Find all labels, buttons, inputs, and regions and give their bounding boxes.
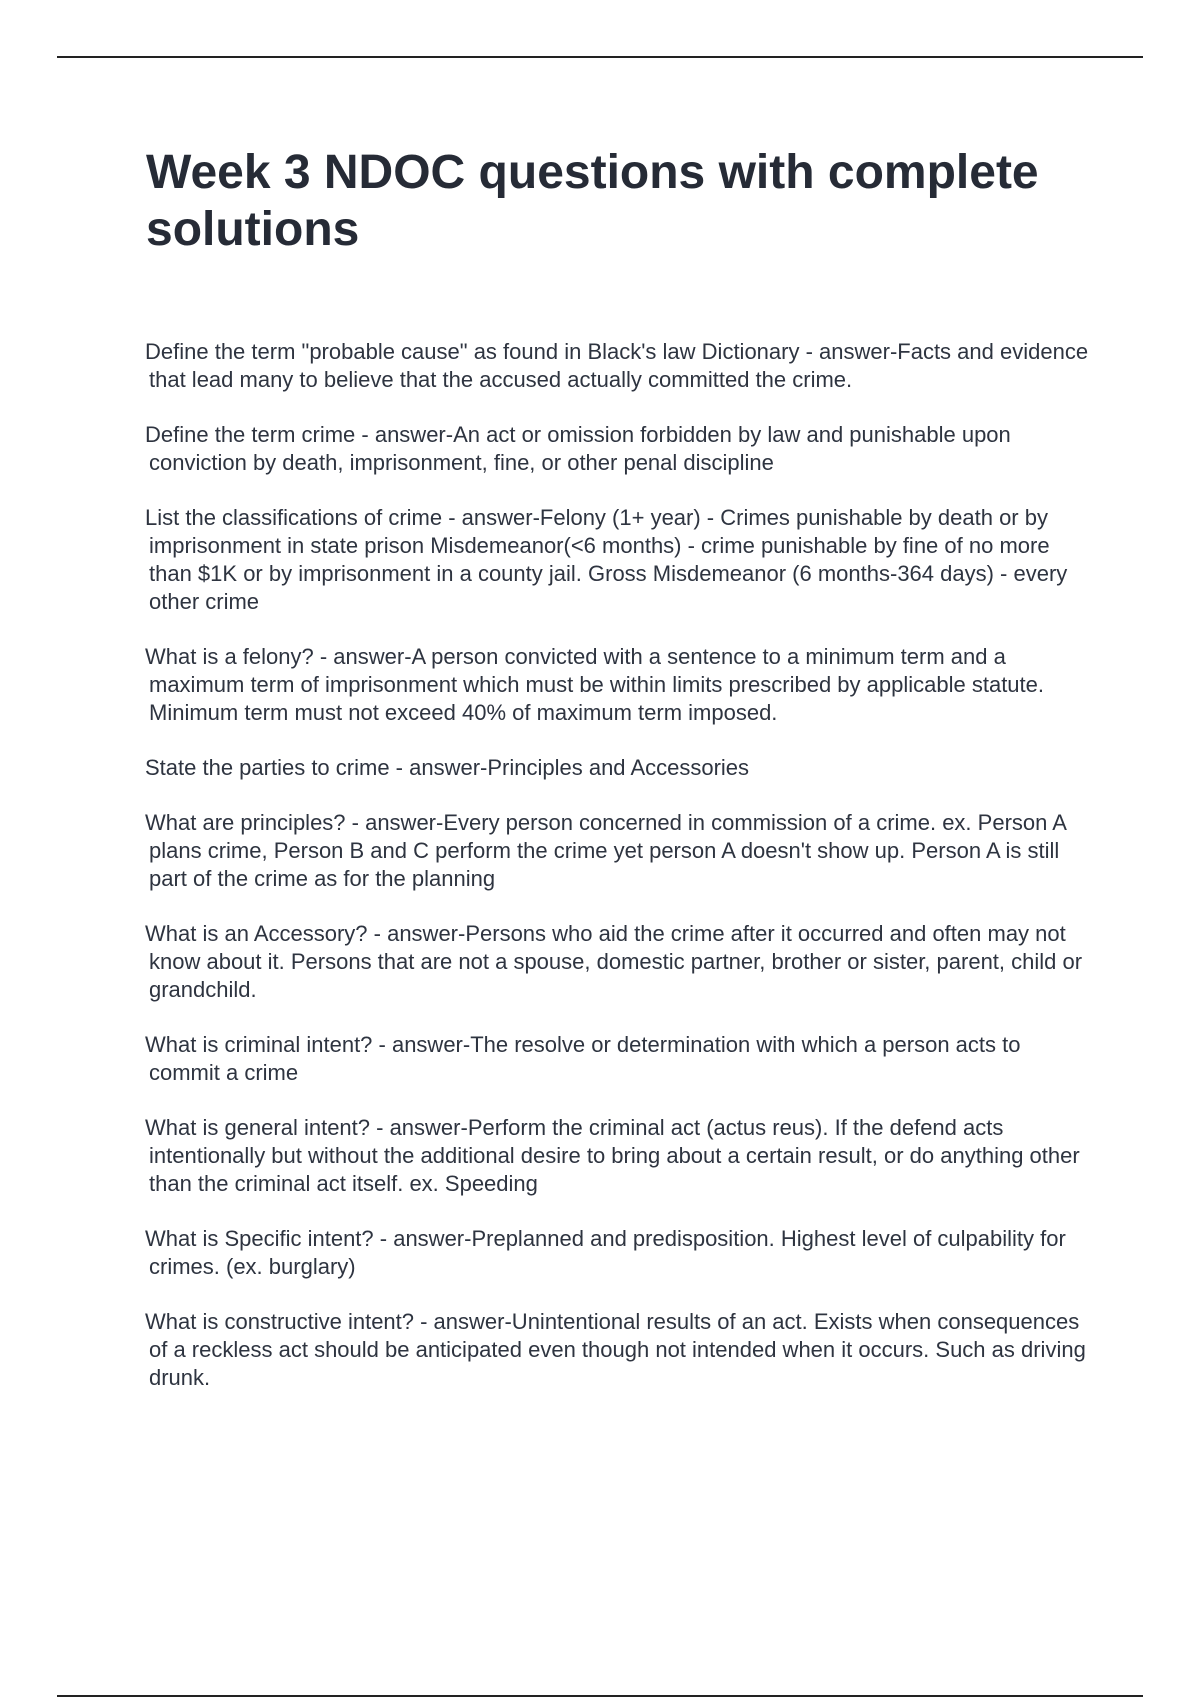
qa-item: What is Specific intent? - answer-Preplanned and predisposition. Highest level of culpability for crimes. (ex. burglary) [145,1226,1066,1279]
qa-item: What is general intent? - answer-Perform the criminal act (actus reus). If the defend acts intentionally but without the additional desire to bring about a certain result, or do anything other than the criminal act itself. ex. Speeding [145,1115,1080,1196]
qa-item: List the classifications of crime - answer-Felony (1+ year) - Crimes punishable by death or by imprisonment in state prison Misdemeanor(<6 months) - crime punishable by fine of no more than $1K or by imprisonment in a county jail. Gross Misdemeanor (6 months-364 days) - every other crime [145,505,1068,614]
qa-item: What is a felony? - answer-A person convicted with a sentence to a minimum term and a maximum term of imprisonment which must be within limits prescribed by applicable statute. Minimum term must not exceed 40% of maximum term imposed. [145,644,1044,725]
qa-item: What is an Accessory? - answer-Persons who aid the crime after it occurred and often may not know about it. Persons that are not a spouse, domestic partner, brother or sister, parent, child or grandchild. [145,921,1083,1002]
header-divider [57,56,1143,58]
qa-item: Define the term "probable cause" as found in Black's law Dictionary - answer-Facts and evidence that lead many to believe that the accused actually committed the crime. [145,339,1089,392]
qa-item: What is constructive intent? - answer-Unintentional results of an act. Exists when consequences of a reckless act should be anticipated even though not intended when it occurs. Such as driving drunk. [145,1309,1086,1390]
qa-item: What is criminal intent? - answer-The resolve or determination with which a person acts to commit a crime [145,1032,1021,1085]
footer-divider [57,1695,1143,1697]
qa-item: State the parties to crime - answer-Principles and Accessories [145,755,750,780]
qa-list [145,338,1095,1419]
qa-item: Define the term crime - answer-An act or omission forbidden by law and punishable upon conviction by death, imprisonment, fine, or other penal discipline [145,422,1011,475]
document-title: Week 3 NDOC questions with complete solutions [146,146,1039,256]
qa-item: What are principles? - answer-Every person concerned in commission of a crime. ex. Person A plans crime, Person B and C perform the crime yet person A doesn't show up. Person A is still part of the crime as for the planning [145,810,1066,891]
